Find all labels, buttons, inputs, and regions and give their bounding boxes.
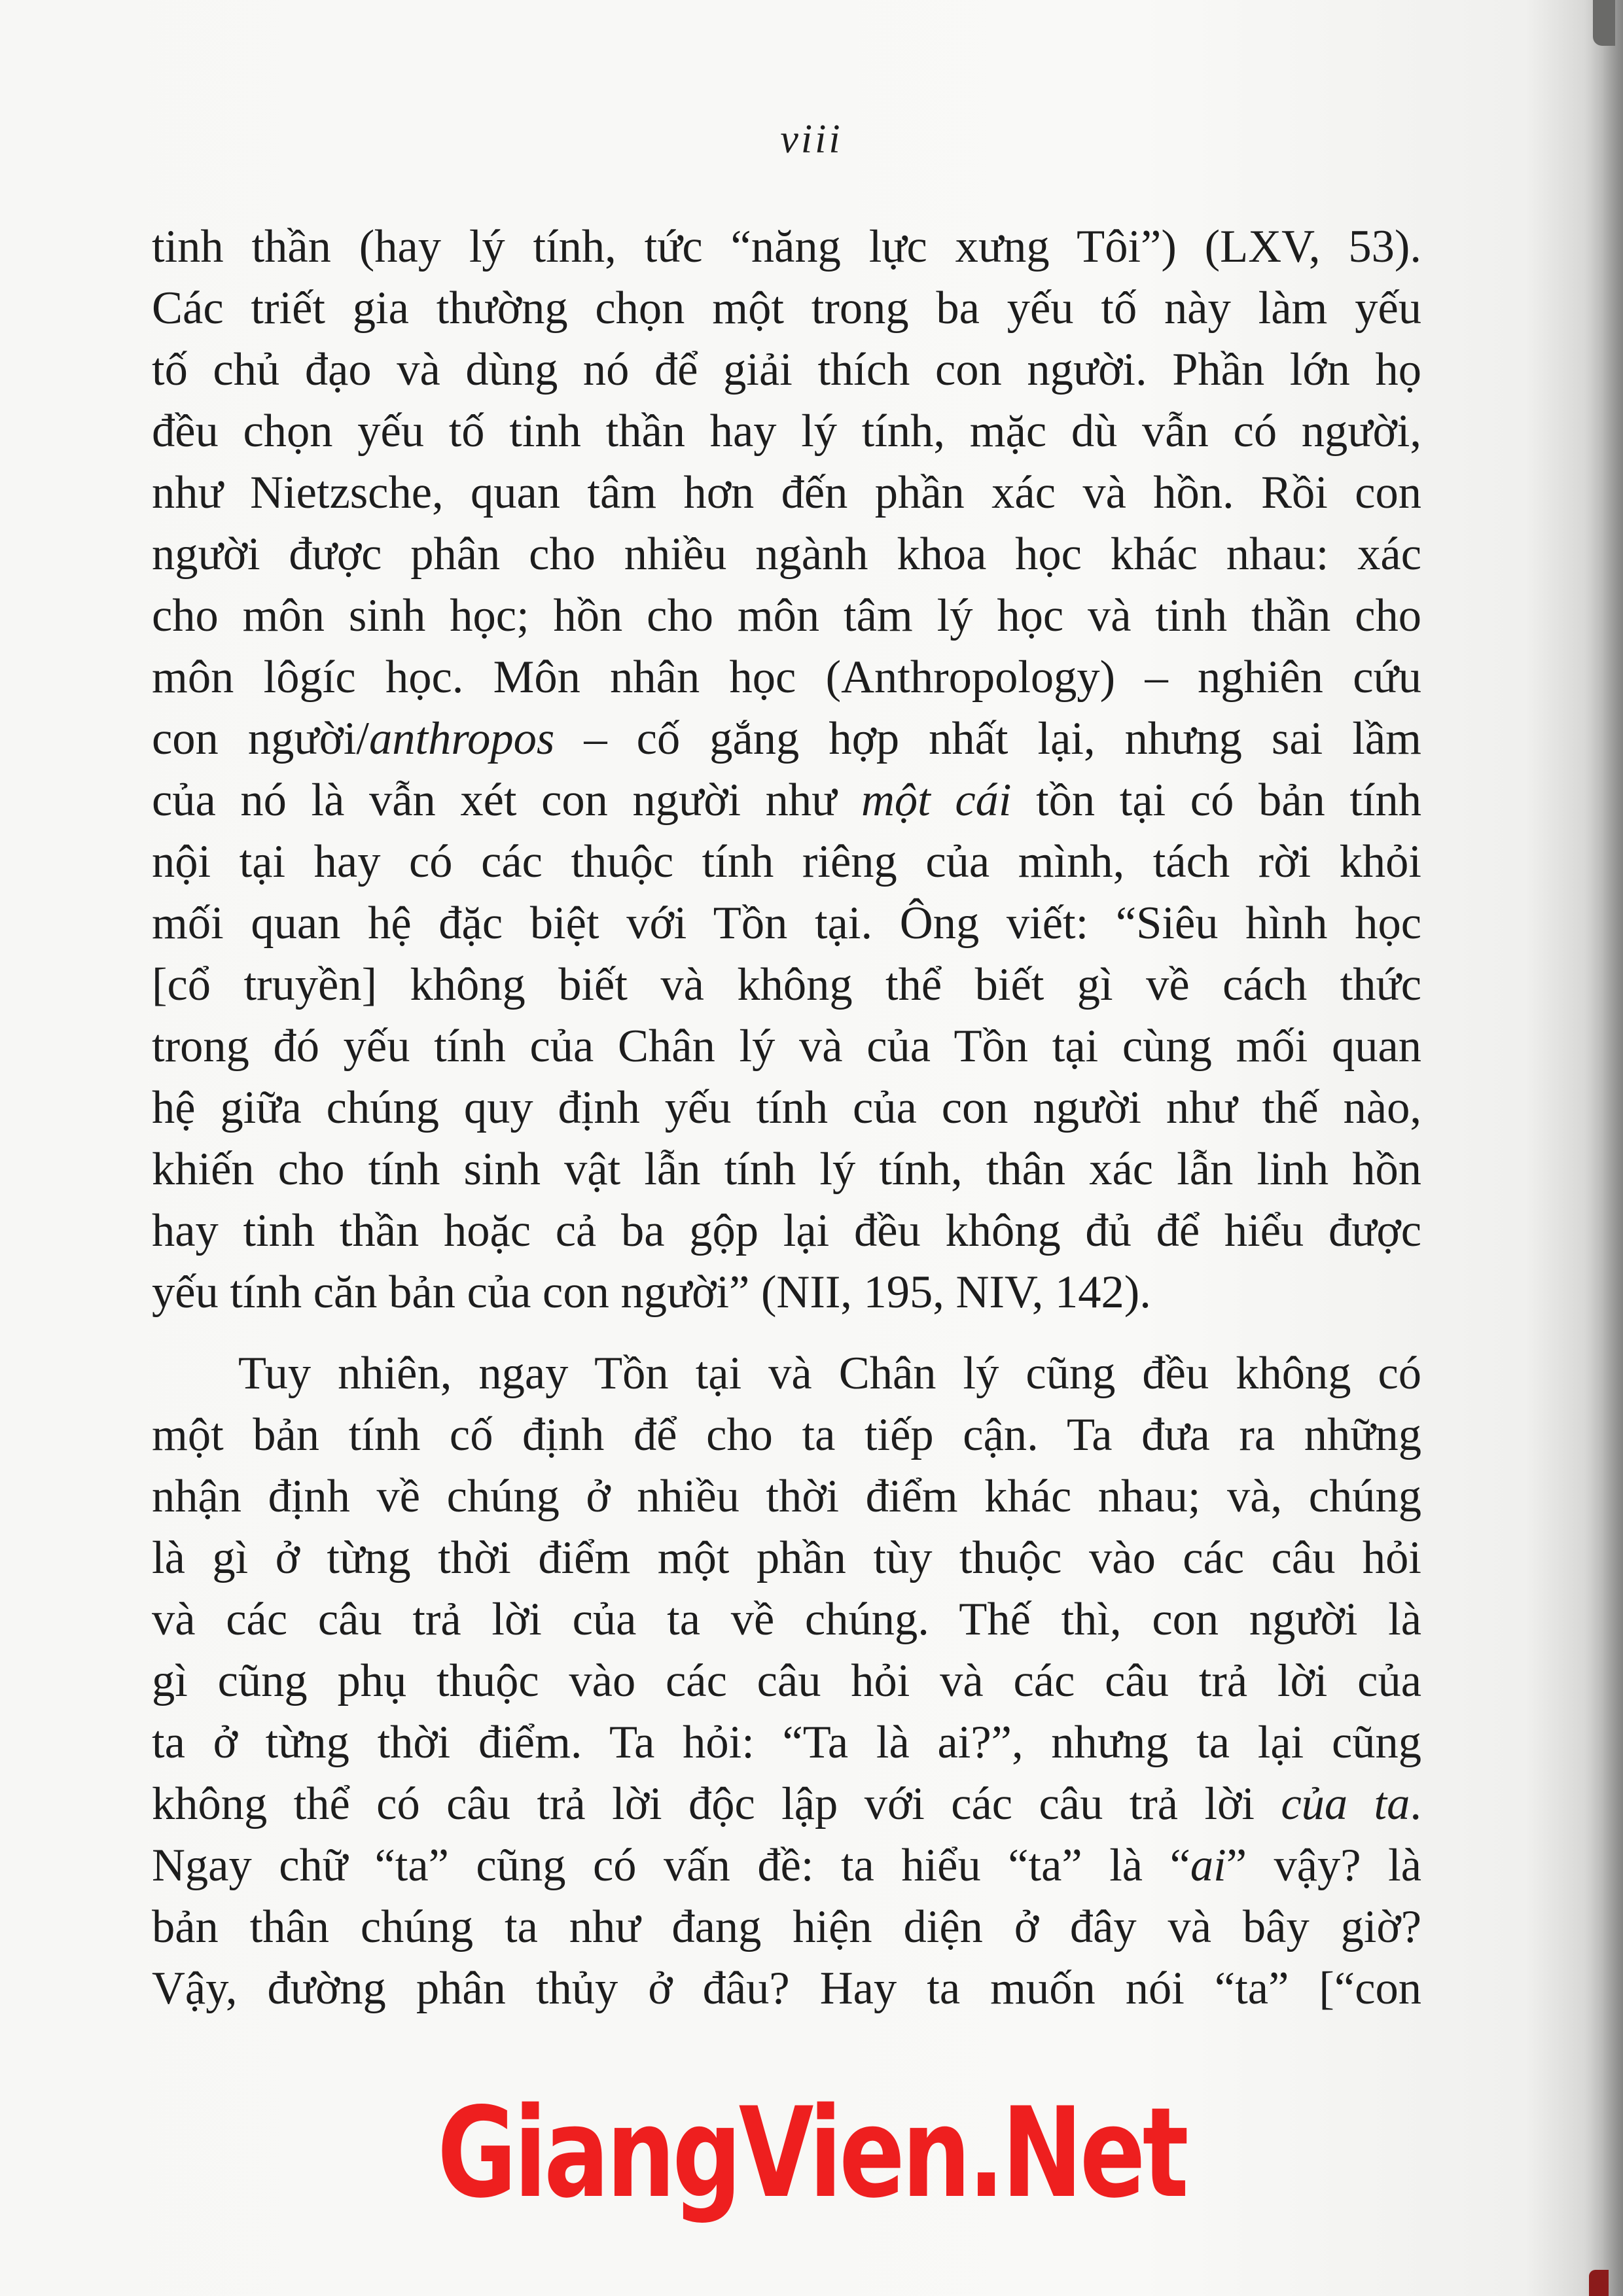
italic-segment: của ta bbox=[1281, 1778, 1410, 1829]
text-line: Vậy, đường phân thủy ở đâu? Hay ta muốn nói “ta” [“con bbox=[152, 1963, 1421, 2014]
text-segment: – cố gắng hợp nhất lại, nhưng sai lầm bbox=[554, 713, 1421, 764]
text-segment: Ngay chữ “ta” cũng có vấn đề: ta hiểu “ta” là “ bbox=[152, 1840, 1190, 1891]
text-line: trong đó yếu tính của Chân lý và của Tồn tại cùng mối quan bbox=[152, 1021, 1421, 1072]
text-segment: . bbox=[1410, 1778, 1421, 1829]
text-line: nội tại hay có các thuộc tính riêng của mình, tách rời khỏi bbox=[152, 836, 1421, 887]
binding-corner-mark bbox=[1593, 0, 1615, 46]
text-line: Các triết gia thường chọn một trong ba yếu tố này làm yếu bbox=[152, 283, 1421, 334]
italic-segment: một cái bbox=[861, 775, 1012, 826]
italic-segment: anthropos bbox=[369, 713, 555, 764]
paragraph-2 bbox=[152, 1343, 1421, 2019]
text-line: như Nietzsche, quan tâm hơn đến phần xác và hồn. Rồi con bbox=[152, 467, 1421, 518]
text-segment: ” vậy? là bbox=[1226, 1840, 1421, 1891]
text-line bbox=[152, 769, 1421, 831]
text-line: người được phân cho nhiều ngành khoa học khác nhau: xác bbox=[152, 529, 1421, 580]
text-segment: không thể có câu trả lời độc lập với các câu trả lời bbox=[152, 1778, 1281, 1829]
text-line: hay tinh thần hoặc cả ba gộp lại đều không đủ để hiểu được bbox=[152, 1205, 1421, 1256]
text-segment: của nó là vẫn xét con người như bbox=[152, 775, 861, 826]
text-line: nhận định về chúng ở nhiều thời điểm khác nhau; và, chúng bbox=[152, 1471, 1421, 1522]
text-line: mối quan hệ đặc biệt với Tồn tại. Ông viết: “Siêu hình học bbox=[152, 898, 1421, 949]
text-line: bản thân chúng ta như đang hiện diện ở đây và bây giờ? bbox=[152, 1901, 1421, 1952]
text-line: tinh thần (hay lý tính, tức “năng lực xưng Tôi”) (LXV, 53). bbox=[152, 221, 1421, 272]
text-line: một bản tính cố định để cho ta tiếp cận. Ta đưa ra những bbox=[152, 1409, 1421, 1460]
text-segment: con người/ bbox=[152, 713, 369, 764]
text-line: hệ giữa chúng quy định yếu tính của con người như thế nào, bbox=[152, 1082, 1421, 1133]
paragraph-gap bbox=[152, 1323, 1421, 1343]
text-line: và các câu trả lời của ta về chúng. Thế thì, con người là bbox=[152, 1594, 1421, 1645]
page-number: viii bbox=[780, 117, 843, 162]
text-line: Tuy nhiên, ngay Tồn tại và Chân lý cũng đều không có bbox=[238, 1348, 1421, 1399]
text-line: ta ở từng thời điểm. Ta hỏi: “Ta là ai?”, nhưng ta lại cũng bbox=[152, 1717, 1421, 1768]
page-edge-shadow bbox=[1584, 0, 1623, 2296]
text-line: cho môn sinh học; hồn cho môn tâm lý học và tinh thần cho bbox=[152, 590, 1421, 641]
text-line: là gì ở từng thời điểm một phần tùy thuộc vào các câu hỏi bbox=[152, 1532, 1421, 1583]
text-line: đều chọn yếu tố tinh thần hay lý tính, mặc dù vẫn có người, bbox=[152, 406, 1421, 457]
text-line: khiến cho tính sinh vật lẫn tính lý tính, thân xác lẫn linh hồn bbox=[152, 1144, 1421, 1195]
body-text bbox=[152, 216, 1421, 2019]
text-segment: tồn tại có bản tính bbox=[1011, 775, 1422, 826]
text-line: [cổ truyền] không biết và không thể biết gì về cách thức bbox=[152, 959, 1421, 1010]
text-line: yếu tính căn bản của con người” (NII, 195, NIV, 142). bbox=[152, 1267, 1151, 1318]
bottom-corner-mark bbox=[1589, 2270, 1609, 2296]
watermark-logo: GiangVien.Net bbox=[437, 2081, 1186, 2225]
text-line bbox=[152, 1773, 1421, 1835]
text-line: tố chủ đạo và dùng nó để giải thích con người. Phần lớn họ bbox=[152, 344, 1421, 395]
text-line bbox=[152, 708, 1421, 769]
text-line bbox=[152, 1835, 1421, 1896]
italic-segment: ai bbox=[1190, 1840, 1226, 1891]
text-line: môn lôgíc học. Môn nhân học (Anthropology) – nghiên cứu bbox=[152, 652, 1421, 703]
text-line: gì cũng phụ thuộc vào các câu hỏi và các câu trả lời của bbox=[152, 1655, 1421, 1706]
paragraph-1 bbox=[152, 216, 1421, 1323]
